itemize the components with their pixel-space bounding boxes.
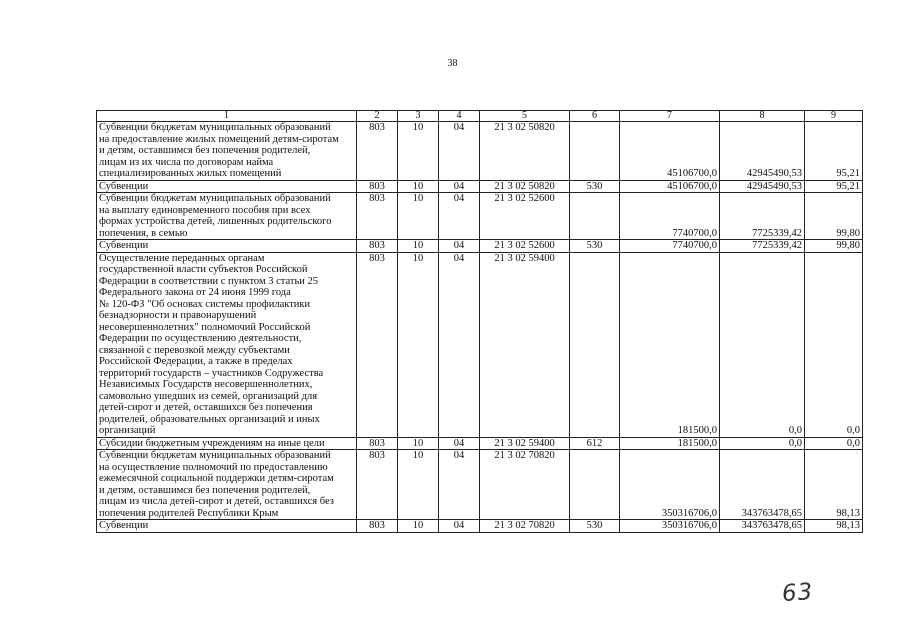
item-name-cell: Осуществление переданных органам государственной власти субъектов Российской Федерации в соответствии с пунктом 3 статьи 25 Федерального закона от 24 июня 1999 года № 120-ФЗ "Об основах системы профилактики безнадзорности и правонарушений несовершеннолетних" полномочий Российской Федерации по осуществлению деятельности, связанной с перевозкой между субъектами Российской Федерации, а также в пределах территорий государств – участников Содружества Независимых Государств несовершеннолетних, самовольно ушедших из семей, организаций для детей-сирот и детей, оставшихся без попечения родителей, образовательных организаций и иных организаций <box>97 252 357 437</box>
column-header: 7 <box>620 111 720 122</box>
section-code-cell: 10 <box>398 450 439 520</box>
executed-amount-cell: 42945490,53 <box>720 122 805 181</box>
table-header-row <box>97 111 863 122</box>
item-name-cell: Субвенции бюджетам муниципальных образований на выплату единовременного пособия при всех формах устройства детей, лишенных родительского попечения, в семью <box>97 193 357 240</box>
executed-amount-cell: 7725339,42 <box>720 193 805 240</box>
subsection-code-cell: 04 <box>439 437 480 450</box>
expense-type-cell <box>570 450 620 520</box>
executed-amount-cell: 0,0 <box>720 437 805 450</box>
column-header: 5 <box>480 111 570 122</box>
table-row <box>97 122 863 181</box>
section-code-cell: 10 <box>398 193 439 240</box>
planned-amount-cell: 181500,0 <box>620 252 720 437</box>
page-number: 38 <box>447 58 458 69</box>
column-header: 2 <box>357 111 398 122</box>
ministry-code-cell: 803 <box>357 193 398 240</box>
target-article-cell: 21 3 02 59400 <box>480 437 570 450</box>
ministry-code-cell: 803 <box>357 437 398 450</box>
expense-type-cell: 612 <box>570 437 620 450</box>
ministry-code-cell: 803 <box>357 520 398 533</box>
subsection-code-cell: 04 <box>439 252 480 437</box>
planned-amount-cell: 350316706,0 <box>620 450 720 520</box>
expense-type-cell <box>570 252 620 437</box>
budget-table <box>96 110 863 533</box>
section-code-cell: 10 <box>398 520 439 533</box>
target-article-cell: 21 3 02 70820 <box>480 450 570 520</box>
executed-amount-cell: 42945490,53 <box>720 180 805 193</box>
executed-amount-cell: 0,0 <box>720 252 805 437</box>
target-article-cell: 21 3 02 50820 <box>480 122 570 181</box>
execution-percent-cell: 0,0 <box>805 252 863 437</box>
subsection-code-cell: 04 <box>439 180 480 193</box>
planned-amount-cell: 7740700,0 <box>620 193 720 240</box>
target-article-cell: 21 3 02 50820 <box>480 180 570 193</box>
item-name-cell: Субвенции бюджетам муниципальных образований на осуществление полномочий по предоставлению ежемесячной социальной поддержки детям-сиротам и детям, оставшимся без попечения родителей, лицам из числа детей-сирот и детей, оставшихся без попечения родителей Республики Крым <box>97 450 357 520</box>
subsection-code-cell: 04 <box>439 450 480 520</box>
ministry-code-cell: 803 <box>357 252 398 437</box>
item-name-cell: Субвенции <box>97 180 357 193</box>
section-code-cell: 10 <box>398 437 439 450</box>
table-row <box>97 252 863 437</box>
section-code-cell: 10 <box>398 252 439 437</box>
execution-percent-cell: 98,13 <box>805 450 863 520</box>
planned-amount-cell: 181500,0 <box>620 437 720 450</box>
executed-amount-cell: 7725339,42 <box>720 240 805 253</box>
subsection-code-cell: 04 <box>439 193 480 240</box>
executed-amount-cell: 343763478,65 <box>720 450 805 520</box>
planned-amount-cell: 350316706,0 <box>620 520 720 533</box>
column-header: 9 <box>805 111 863 122</box>
execution-percent-cell: 95,21 <box>805 180 863 193</box>
table-row <box>97 520 863 533</box>
target-article-cell: 21 3 02 59400 <box>480 252 570 437</box>
expense-type-cell <box>570 193 620 240</box>
table-row <box>97 193 863 240</box>
ministry-code-cell: 803 <box>357 180 398 193</box>
column-header: 6 <box>570 111 620 122</box>
subsection-code-cell: 04 <box>439 122 480 181</box>
expense-type-cell: 530 <box>570 520 620 533</box>
item-name-cell: Субсидии бюджетным учреждениям на иные цели <box>97 437 357 450</box>
planned-amount-cell: 45106700,0 <box>620 180 720 193</box>
table-row <box>97 437 863 450</box>
execution-percent-cell: 99,80 <box>805 240 863 253</box>
item-name-cell: Субвенции <box>97 520 357 533</box>
planned-amount-cell: 7740700,0 <box>620 240 720 253</box>
subsection-code-cell: 04 <box>439 240 480 253</box>
expense-type-cell: 530 <box>570 240 620 253</box>
column-header: 8 <box>720 111 805 122</box>
section-code-cell: 10 <box>398 240 439 253</box>
expense-type-cell <box>570 122 620 181</box>
table-row <box>97 240 863 253</box>
table-row <box>97 180 863 193</box>
ministry-code-cell: 803 <box>357 122 398 181</box>
planned-amount-cell: 45106700,0 <box>620 122 720 181</box>
executed-amount-cell: 343763478,65 <box>720 520 805 533</box>
target-article-cell: 21 3 02 52600 <box>480 193 570 240</box>
column-header: 1 <box>97 111 357 122</box>
handwritten-page-note: 63 <box>781 578 815 608</box>
expense-type-cell: 530 <box>570 180 620 193</box>
target-article-cell: 21 3 02 70820 <box>480 520 570 533</box>
item-name-cell: Субвенции <box>97 240 357 253</box>
table-row <box>97 450 863 520</box>
section-code-cell: 10 <box>398 122 439 181</box>
column-header: 4 <box>439 111 480 122</box>
execution-percent-cell: 95,21 <box>805 122 863 181</box>
execution-percent-cell: 99,80 <box>805 193 863 240</box>
ministry-code-cell: 803 <box>357 450 398 520</box>
section-code-cell: 10 <box>398 180 439 193</box>
column-header: 3 <box>398 111 439 122</box>
target-article-cell: 21 3 02 52600 <box>480 240 570 253</box>
item-name-cell: Субвенции бюджетам муниципальных образований на предоставление жилых помещений детям-сиротам и детям, оставшимся без попечения родителей, лицам из их числа по договорам найма специализированных жилых помещений <box>97 122 357 181</box>
ministry-code-cell: 803 <box>357 240 398 253</box>
execution-percent-cell: 98,13 <box>805 520 863 533</box>
subsection-code-cell: 04 <box>439 520 480 533</box>
execution-percent-cell: 0,0 <box>805 437 863 450</box>
